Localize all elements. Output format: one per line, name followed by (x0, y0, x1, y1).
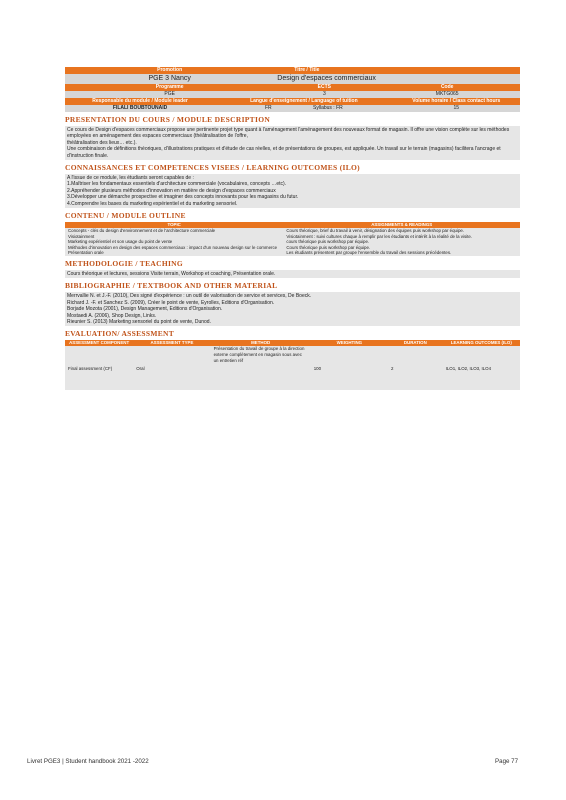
programme-label: Programme (155, 84, 184, 90)
title-value: Design d'espaces commerciaux (277, 75, 376, 82)
outline-topic-header: TOPIC (65, 222, 283, 228)
method-block (65, 270, 520, 278)
eval-weighting: 100 (311, 346, 388, 390)
outline-topic: Visiotainment (65, 234, 283, 240)
ilo-line: A l'issue de ce module, les étudiants seront capables de : (67, 175, 194, 181)
biblio-line: Mostaedi A. (2006), Shop Design, Links. (67, 312, 157, 319)
outline-assign: Cours théorique puis workshop par équipe. (283, 245, 520, 251)
outline-assign: Les étudiants présentent par groupe l'ensemble du travail des sessions précédentes. (283, 250, 520, 256)
eval-header: ASSESSMENT TYPE (133, 340, 210, 346)
ilo-line: 4.Comprendre les bases du marketing expérientiel et du marketing sensoriel. (67, 200, 238, 207)
method-title: METHODOLOGIE / TEACHING (65, 259, 184, 268)
outline-topic: Concepts - clés du design d'environnement et de l'architecture commerciale (65, 228, 283, 234)
presentation-title: PRESENTATION DU COURS / MODULE DESCRIPTION (65, 115, 271, 124)
page-footer (27, 758, 527, 765)
outline-assign-header: ASSIGNMENTS & READINGS (283, 222, 520, 228)
contenu-title: CONTENU / MODULE OUTLINE (65, 211, 186, 221)
programme-value: PGE (164, 91, 175, 97)
presentation-block (65, 126, 520, 160)
eval-title: EVALUATION/ ASSESSMENT (65, 329, 175, 339)
eval-header: DURATION (388, 340, 443, 346)
outline-assign: Visiotainment : suivi cultures chaque à remplir par les étudiants et intérêt à la réalité de la visite. (283, 234, 520, 240)
eval-header: WEIGHTING (311, 340, 388, 346)
presentation-line: Une combinaison de définitions théoriques, d'illustrations pratiques et d'étude de cas réelles, et de présentations de groupes, est appliquée. Un travail sur le terrain (magasins) facilitera l'ancrage et d'instruction finale. (67, 146, 501, 159)
eval-header: ASSESSMENT COMPONENT (65, 340, 133, 346)
langue-value (215, 105, 392, 112)
title-label: Titre / Title (294, 67, 320, 73)
page-number: Page 77 (495, 758, 519, 765)
presentation-line: théâtralisation des lieux… etc.). (67, 140, 137, 146)
course-leader-table (65, 98, 520, 112)
biblio-line: Borjade Mozota (2001), Design Management, Éditions d'Organisation. (67, 306, 223, 313)
biblio-block (65, 292, 520, 326)
eval-header: METHOD (211, 340, 311, 346)
langue-label: Langue d'enseignement / Language of tuition (250, 98, 358, 104)
responsable-label: Responsable du module / Module leader (92, 98, 188, 104)
presentation-line: Ce cours de Design d'espaces commerciaux propose une pertinente projet type quant à l'aménagement l'aménagement des nouveaux format de magasin. Il offre une vision complète sur les méthodes employées en aménagement des espaces commerciaux (théâtralisation de l'offre, (67, 127, 510, 140)
eval-component: Final assessment (CF) (65, 346, 133, 390)
eval-type: Oral (133, 346, 210, 390)
syllabus-language: Syllabus : FR (313, 105, 343, 111)
assessment-table (65, 340, 520, 390)
outline-assign: cours théorique puis workshop par équipe. (283, 239, 520, 245)
langue-fr: FR (264, 105, 272, 111)
eval-ilo: ILO1, ILO2, ILO3, ILO4 (443, 346, 520, 390)
outline-table (65, 222, 520, 256)
table-row (65, 228, 520, 234)
code-label: Code (440, 84, 454, 90)
promotion-label: Promotion (157, 67, 183, 73)
ects-label: ECTS (317, 84, 332, 90)
eval-duration: 2 (388, 346, 443, 390)
promotion-value: PGE 3 Nancy (148, 75, 191, 82)
table-row (65, 346, 520, 390)
biblio-title: BIBLIOGRAPHIE / TEXTBOOK AND OTHER MATERIAL (65, 281, 278, 291)
course-sheet (65, 67, 520, 390)
biblio-line: Rieunier S. (2013) Marketing sensoriel du point de vente, Dunod. (67, 319, 211, 326)
method-text: Cours théorique et lectures, sessions Visite terrain, Workshop et coaching, Présentation orale. (67, 271, 276, 277)
ects-value: 3 (322, 91, 326, 97)
ilo-block (65, 174, 520, 208)
outline-topic: Méthodes d'innovation en design des espaces commerciaux : impact d'un nouveau design sur le commerce (65, 245, 283, 251)
course-header-table (65, 67, 520, 98)
responsable-value: FILALI BOUBTOUNAID (112, 105, 168, 111)
ilo-title: CONNAISSANCES ET COMPETENCES VISEES / LEARNING OUTCOMES (ILO) (65, 163, 360, 172)
volume-label: Volume horaire / Class contact hours (412, 98, 501, 104)
footer-handbook: Livret PGE3 | Student handbook 2021 -2022 (27, 758, 149, 765)
outline-topic: Présentation orale (65, 250, 283, 256)
code-value: MKTG065 (435, 91, 459, 97)
biblio-line: Richard J. -F. et Sanchez S. (2009), Créer le point de vente, Eyrolles, Éditions d'Organisation. (67, 299, 275, 306)
volume-value: 15 (453, 105, 460, 111)
ilo-line: 3.Développer une démarche prospective et imaginer des concepts innovants pour les magasins du futur. (67, 194, 299, 201)
ilo-line: 2.Appréhender plusieurs méthodes d'innovation en matière de design d'espaces commerciaux (67, 187, 276, 194)
ilo-line: 1.Maîtriser les fondamentaux essentiels d'architecture commerciale (vocabulaires, concepts …etc). (67, 181, 287, 188)
outline-topic: Marketing expérientiel et son usage du point de vente (65, 239, 283, 245)
biblio-line: Merrvallie N. et J.-F. (2010), Des signé d'expérience : un outil de valorisation de service et services, De Boeck. (67, 293, 312, 300)
outline-assign: Cours théorique, brief du travail à venir, désignation des équipes puis workshop par équipe. (283, 228, 520, 234)
table-row (65, 250, 520, 256)
eval-header: LEARNING OUTCOMES (ILO) (443, 340, 520, 346)
eval-method: Présentation du travail de groupe à la direction externe complètement en magasin sous avec un entretien réf (211, 346, 311, 390)
